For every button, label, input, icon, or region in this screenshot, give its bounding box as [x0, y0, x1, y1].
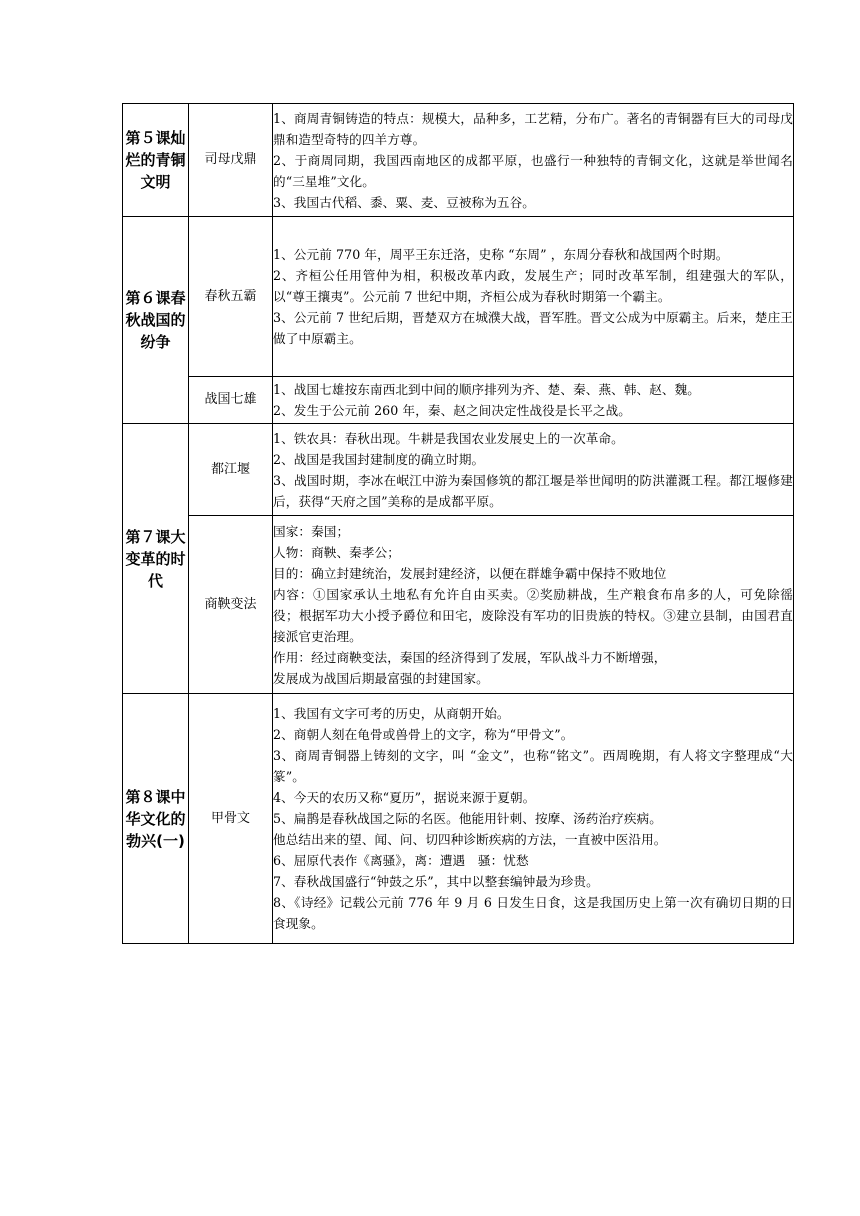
content-line: 3、我国古代稻、黍、粟、麦、豆被称为五谷。	[273, 194, 535, 210]
topic-content	[273, 377, 794, 424]
topic-content	[273, 516, 794, 694]
content-line: 国家：秦国；	[273, 523, 350, 539]
table-row	[123, 104, 794, 217]
content-line: 1、战国七雄按东南西北到中间的顺序排列为齐、楚、秦、燕、韩、赵、魏。	[273, 382, 701, 397]
table-row	[123, 424, 794, 516]
topic-label: 都江堰	[189, 424, 273, 516]
table-row	[123, 377, 794, 424]
content-line: 5、扁鹊是春秋战国之际的名医。他能用针刺、按摩、汤药治疗疾病。	[273, 811, 662, 826]
content-line: 2、齐桓公任用管仲为相，积极改革内政，发展生产；同时改革军制，组建强大的军队，以“尊王攘夷”。公元前 7 世纪中期，齐桓公成为春秋时期第一个霸主。	[273, 268, 793, 304]
topic-content	[273, 424, 794, 516]
topic-content	[273, 694, 794, 944]
table-row	[123, 694, 794, 944]
content-line: 6、屈原代表作《离骚》，离：遭遇 骚：忧愁	[273, 853, 529, 868]
lesson-title: 第７课大变革的时代	[123, 424, 189, 694]
content-line: 2、于商周同期，我国西南地区的成都平原，也盛行一种独特的青铜文化，这就是举世闻名的“三星堆”文化。	[273, 152, 793, 189]
lesson-title: 第８课中华文化的勃兴(一)	[123, 694, 189, 944]
content-line: 1、铁农具：春秋出现。牛耕是我国农业发展史上的一次革命。	[273, 430, 624, 446]
content-line: 作用：经过商鞅变法，秦国的经济得到了发展，军队战斗力不断增强，	[273, 649, 667, 665]
content-line: 3、商周青铜器上铸刻的文字，叫 “金文”，也称“铭文”。西周晚期，有人将文字整理成“大篆”。	[273, 748, 793, 784]
history-notes-table	[122, 103, 794, 944]
topic-content	[273, 104, 794, 217]
topic-label: 战国七雄	[189, 377, 273, 424]
topic-label: 司母戊鼎	[189, 104, 273, 217]
content-line: 1、商周青铜铸造的特点：规模大，品种多，工艺精，分布广。著名的青铜器有巨大的司母戊鼎和造型奇特的四羊方尊。	[273, 110, 793, 147]
content-line: 8、《诗经》记载公元前 776 年 9 月 6 日发生日食，这是我国历史上第一次有确切日期的日食现象。	[273, 895, 793, 931]
topic-label: 商鞅变法	[189, 516, 273, 694]
topic-label: 甲骨文	[189, 694, 273, 944]
content-line: 3、战国时期，李冰在岷江中游为秦国修筑的都江堰是举世闻明的防洪灌溉工程。都江堰修建后，获得“天府之国”美称的是成都平原。	[273, 472, 793, 509]
content-line: 发展成为战国后期最富强的封建国家。	[273, 670, 489, 686]
lesson-title: 第６课春秋战国的纷争	[123, 217, 189, 424]
content-line: 2、发生于公元前 260 年，秦、赵之间决定性战役是长平之战。	[273, 403, 631, 418]
content-line: 1、公元前 770 年，周平王东迁洛，史称 “东周” ，东周分春秋和战国两个时期。	[273, 247, 729, 262]
content-line: 内容：①国家承认土地私有允许自由买卖。②奖励耕战，生产粮食布帛多的人，可免除徭役；根据军功大小授予爵位和田宅，废除没有军功的旧贵族的特权。③建立县制，由国君直接派官吏治理。	[273, 586, 793, 644]
content-line: 2、商朝人刻在龟骨或兽骨上的文字，称为“甲骨文”。	[273, 727, 574, 742]
table-row	[123, 516, 794, 694]
content-line: 人物：商鞅、秦孝公；	[273, 544, 400, 560]
lesson-title: 第５课灿烂的青铜文明	[123, 104, 189, 217]
content-line: 1、我国有文字可考的历史，从商朝开始。	[273, 706, 510, 721]
content-line: 3、公元前 7 世纪后期，晋楚双方在城濮大战，晋军胜。晋文公成为中原霸主。后来，楚庄王做了中原霸主。	[273, 310, 793, 346]
topic-content	[273, 217, 794, 377]
topic-label: 春秋五霸	[189, 217, 273, 377]
content-line: 他总结出来的望、闻、问、切四种诊断疾病的方法，一直被中医沿用。	[273, 832, 667, 847]
content-line: 2、战国是我国封建制度的确立时期。	[273, 451, 485, 467]
content-line: 4、今天的农历又称“夏历”，据说来源于夏朝。	[273, 790, 536, 805]
content-line: 7、春秋战国盛行“钟鼓之乐”，其中以整套编钟最为珍贵。	[273, 874, 599, 889]
content-line: 目的：确立封建统治，发展封建经济，以便在群雄争霸中保持不败地位	[273, 565, 667, 581]
table-row	[123, 217, 794, 377]
